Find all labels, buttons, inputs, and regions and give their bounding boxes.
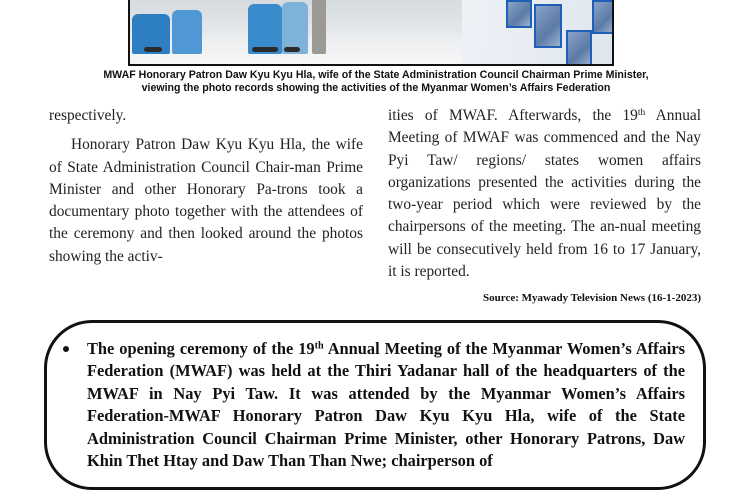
caption-line-2: viewing the photo records showing the activities of the Myanmar Women’s Affairs Federation: [141, 82, 611, 94]
summary-part1: The opening ceremony of the 19: [87, 339, 315, 358]
left-paragraph: Honorary Patron Daw Kyu Kyu Hla, the wife of State Administration Council Chair-man Prime Minister and other Honorary Pa-trons took a documentary photo together with the attendees of the ceremony and then looked around the photos showing the activ-: [49, 136, 363, 265]
photo-person-5: [312, 0, 326, 54]
photo-frame-4: [592, 0, 614, 34]
summary-part2: Annual Meeting of the Myanmar Women’s Affairs Federation (MWAF) was held at the Thiri Yadanar hall of the headquarters of the MWAF in Nay Pyi Taw. It was attended by the Myanmar Women’s Affairs Federation-MWAF Honorary Patron Daw Kyu Kyu Hla, wife of the State Administration Council Chairman Prime Minister, other Honorary Patrons, Daw Khin Thet Htay and Daw Than Than Nwe; chairperson of: [87, 339, 685, 471]
left-continued-text: respectively.: [49, 107, 127, 124]
photo-person-2: [172, 10, 202, 54]
photo-caption: [40, 69, 712, 95]
right-paragraph: [388, 105, 701, 283]
photo-shoe-2: [252, 47, 278, 52]
right-text-part2: Annual Meeting of MWAF was commenced and the Nay Pyi Taw/ regions/ states women affairs organizations presented the activities during the two-year period which were reviewed by the chairpersons of the meeting. The an-nual meeting will be consecutively held from 16 to 17 January, it is reported.: [388, 107, 701, 281]
photo-frame-2: [534, 4, 562, 48]
photo-frame-3: [566, 30, 592, 66]
event-photo: [128, 0, 614, 66]
right-text-part1: ities of MWAF. Afterwards, the 19: [388, 107, 638, 124]
paragraph-gap: [49, 127, 363, 134]
source-credit: Source: Myawady Television News (16-1-2023): [483, 292, 701, 304]
summary-ordinal-sup: th: [314, 340, 324, 352]
caption-line-1: MWAF Honorary Patron Daw Kyu Kyu Hla, wife of the State Administration Council Chairman Prime Minister,: [103, 69, 649, 81]
photo-shoe-3: [284, 47, 300, 52]
bullet-icon: [63, 346, 69, 352]
right-column: [388, 105, 701, 283]
summary-text: [87, 338, 685, 472]
photo-shoe-1: [144, 47, 162, 52]
left-column: [49, 105, 363, 268]
right-ordinal-sup: th: [637, 106, 646, 118]
photo-frame-1: [506, 0, 532, 28]
